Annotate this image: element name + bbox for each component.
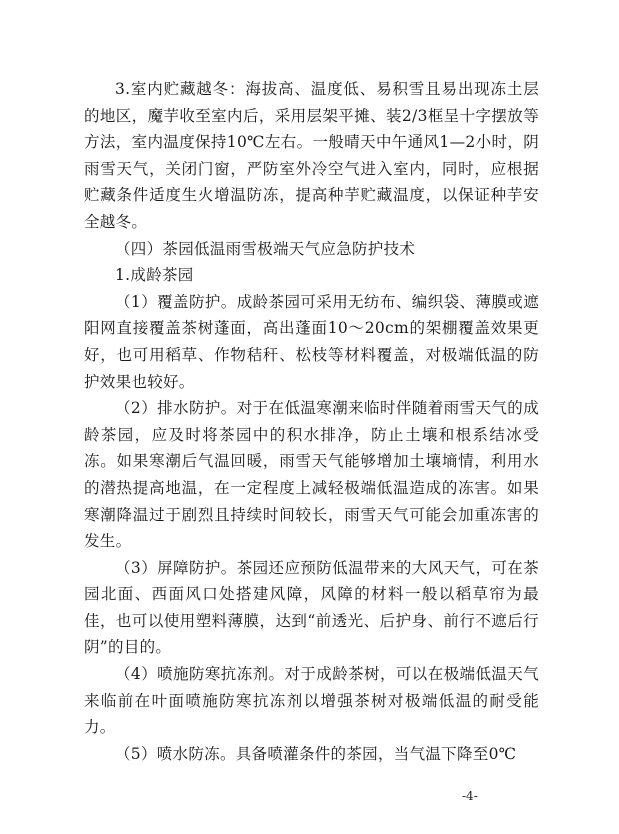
subsection-heading-mature-garden: 1.成龄茶园: [115, 266, 194, 285]
section-heading-tea-garden: （四）茶园低温雨雪极端天气应急防护技术: [115, 239, 416, 258]
paragraph-drainage-protection: （2）排水防护。对于在低温寒潮来临时伴随着雨雪天气的成龄茶园，应及时将茶园中的积水排净，防止土壤和根系结冰受冻。如果寒潮后气温回暖，雨雪天气能够增加土壤墒情，利用水的潜热提高地温，在一定程度上减轻极端低温造成的冻害。如果寒潮降温过于剧烈且持续时间较长，雨雪天气可能会加重冻害的发生。: [84, 399, 539, 551]
paragraph-barrier-protection: （3）屏障防护。茶园还应预防低温带来的大风天气，可在茶园北面、西面风口处搭建风障，风障的材料一般以稻草帘为最佳，也可以使用塑料薄膜，达到“前透光、后护身、前行不遮后行阴”的目的。: [84, 558, 539, 657]
document-body: [84, 76, 539, 767]
paragraph-indoor-storage: 3.室内贮藏越冬：海拔高、温度低、易积雪且易出现冻土层的地区，魔芋收至室内后，采用层架平摊、装2/3框呈十字摆放等方法，室内温度保持10℃左右。一般晴天中午通风1—2小时，阴雨雪天气，关闭门窗，严防室外冷空气进入室内，同时，应根据贮藏条件适度生火增温防冻，提高种芋贮藏温度，以保证种芋安全越冬。: [84, 80, 539, 231]
page-number: -4-: [462, 789, 478, 803]
paragraph-antifreeze-spray: （4）喷施防寒抗冻剂。对于成龄茶树，可以在极端低温天气来临前在叶面喷施防寒抗冻剂以增强茶树对极端低温的耐受能力。: [84, 665, 539, 737]
paragraph-water-spray: （5）喷水防冻。具备喷灌条件的茶园，当气温下降至0℃: [115, 744, 517, 763]
paragraph-covering-protection: （1）覆盖防护。成龄茶园可采用无纺布、编织袋、薄膜或遮阳网直接覆盖茶树蓬面，高出蓬面10～20cm的架棚覆盖效果更好，也可用稻草、作物秸秆、松枝等材料覆盖，对极端低温的防护效果也较好。: [84, 292, 539, 391]
